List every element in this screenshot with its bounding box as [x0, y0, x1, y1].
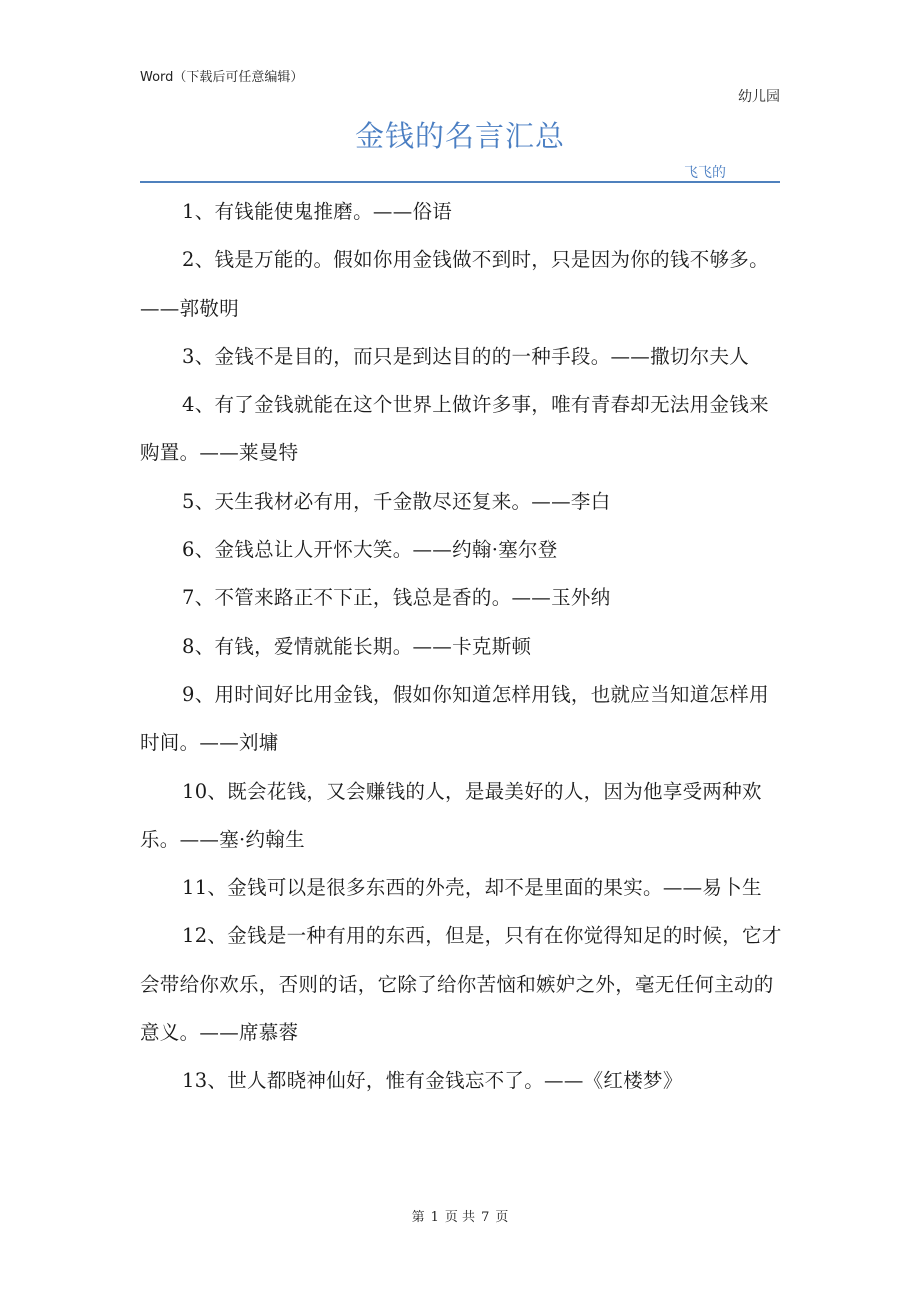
quote-item: 12、金钱是一种有用的东西，但是，只有在你觉得知足的时候，它才会带给你欢乐，否则的话，它除了给你苦恼和嫉妒之外，毫无任何主动的意义。——席慕蓉 [140, 924, 782, 1045]
footer-middle: 页 共 [444, 1210, 476, 1225]
quote-item: 4、有了金钱就能在这个世界上做许多事，唯有青春却无法用金钱来购置。——莱曼特 [140, 393, 769, 465]
document-title: 金钱的名言汇总 [354, 119, 565, 153]
quote-item: 2、钱是万能的。假如你用金钱做不到时，只是因为你的钱不够多。——郭敬明 [140, 248, 769, 320]
quote-list [140, 188, 785, 1106]
quote-item: 7、不管来路正不下正，钱总是香的。——玉外纳 [182, 586, 611, 610]
quote-item: 13、世人都晓神仙好，惟有金钱忘不了。——《红楼梦》 [182, 1069, 683, 1093]
quote-item: 10、既会花钱，又会赚钱的人，是最美好的人，因为他享受两种欢乐。——塞·约翰生 [140, 779, 762, 851]
footer-page-number: 1 [430, 1210, 439, 1225]
page-footer [0, 1206, 920, 1225]
quote-item: 9、用时间好比用金钱，假如你知道怎样用钱，也就应当知道怎样用时间。——刘墉 [140, 682, 769, 755]
footer-prefix: 第 [411, 1210, 425, 1225]
author-name: 飞飞的 [684, 165, 726, 181]
footer-suffix: 页 [495, 1210, 509, 1225]
quote-item: 6、金钱总让人开怀大笑。——约翰·塞尔登 [182, 538, 558, 562]
quote-item: 11、金钱可以是很多东西的外壳，却不是里面的果实。——易卜生 [182, 876, 762, 900]
quote-item: 3、金钱不是目的，而只是到达目的的一种手段。——撒切尔夫人 [182, 344, 750, 368]
header-right-text: 幼儿园 [738, 89, 780, 105]
title-divider [140, 181, 780, 183]
quote-item: 1、有钱能使鬼推磨。——俗语 [182, 200, 453, 223]
quote-item: 5、天生我材必有用，千金散尽还复来。——李白 [182, 489, 611, 513]
header-left-text: Word（下载后可任意编辑） [140, 70, 304, 85]
quote-item: 8、有钱，爱情就能长期。——卡克斯顿 [182, 634, 532, 658]
footer-total-pages: 7 [481, 1210, 490, 1225]
